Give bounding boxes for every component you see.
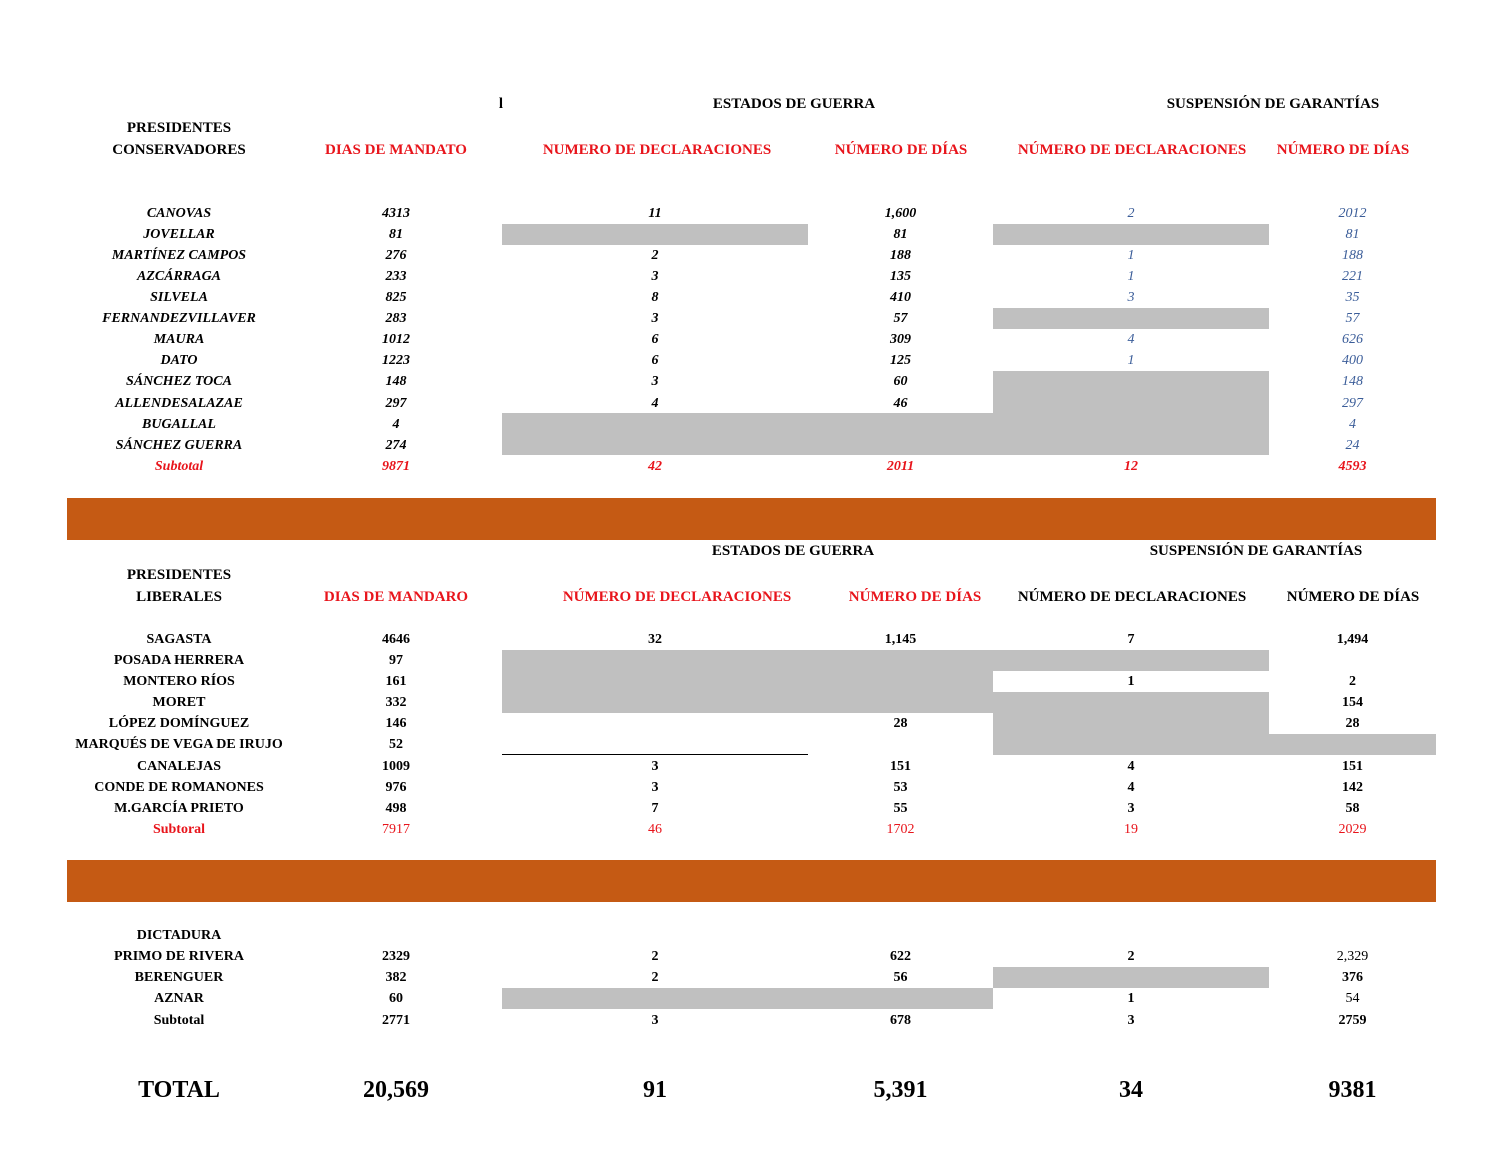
- guerra-declaraciones: 32: [648, 632, 662, 647]
- table-row: [0, 245, 1503, 266]
- garantias-declaraciones: [993, 371, 1269, 392]
- estados-guerra-header: ESTADOS DE GUERRA: [712, 96, 876, 112]
- dias-mandato: 4: [392, 417, 400, 432]
- garantias-declaraciones: [993, 393, 1269, 414]
- guerra-dias: [808, 414, 993, 435]
- col-guerra-dias: NÚMERO DE DÍAS: [848, 589, 982, 605]
- table-row: [0, 350, 1503, 371]
- garantias-dias: 151: [1342, 759, 1363, 774]
- garantias-dias: 626: [1342, 332, 1363, 347]
- garantias-dias: 54: [1345, 991, 1360, 1006]
- president-name: JOVELLAR: [143, 227, 215, 242]
- dias-mandato: 233: [385, 269, 407, 284]
- guerra-dias: 2011: [886, 459, 915, 474]
- guerra-dias: 55: [893, 801, 908, 816]
- garantias-declaraciones: 4: [1127, 759, 1135, 774]
- table-row: [0, 266, 1503, 287]
- garantias-declaraciones: 19: [1124, 822, 1138, 837]
- guerra-declaraciones: 2: [651, 949, 659, 964]
- garantias-declaraciones: 3: [1127, 1013, 1135, 1028]
- dias-mandato: 1012: [382, 332, 410, 347]
- garantias-dias: 28: [1345, 716, 1360, 731]
- guerra-declaraciones: 8: [651, 290, 659, 305]
- total-dias-mandato: 20,569: [363, 1077, 429, 1103]
- guerra-declaraciones: [502, 414, 808, 435]
- col-guerra-declaraciones: NUMERO DE DECLARACIONES: [542, 142, 772, 158]
- dias-mandato: 1009: [382, 759, 410, 774]
- president-name: DATO: [160, 353, 198, 368]
- guerra-declaraciones: 46: [648, 822, 662, 837]
- conservadores-label: CONSERVADORES: [112, 142, 246, 158]
- garantias-dias: 376: [1342, 970, 1363, 985]
- table-row: [0, 203, 1503, 224]
- table-row: [0, 988, 1503, 1009]
- garantias-dias: 221: [1342, 269, 1363, 284]
- garantias-dias: 2029: [1338, 822, 1367, 837]
- garantias-dias: 4: [1349, 417, 1356, 432]
- guerra-dias: [808, 671, 993, 692]
- garantias-dias: [1269, 650, 1436, 671]
- dias-mandato: 4313: [382, 206, 410, 221]
- president-name: MORET: [152, 695, 206, 710]
- guerra-dias: 1,600: [884, 206, 917, 221]
- guerra-declaraciones: 3: [651, 780, 659, 795]
- garantias-dias: 188: [1342, 248, 1363, 263]
- guerra-declaraciones: 3: [651, 374, 659, 389]
- garantias-dias: 1,494: [1336, 632, 1369, 647]
- dias-mandato: 81: [389, 227, 403, 242]
- dias-mandato: 274: [385, 438, 407, 453]
- table-row: [0, 713, 1503, 734]
- garantias-declaraciones: 3: [1127, 801, 1135, 816]
- col-garantias-dias: NÚMERO DE DÍAS: [1276, 142, 1410, 158]
- table-row: [0, 371, 1503, 392]
- table-row: [0, 287, 1503, 308]
- guerra-declaraciones: 6: [651, 332, 659, 347]
- dias-mandato: 4646: [382, 632, 410, 647]
- garantias-declaraciones: 2: [1127, 206, 1135, 221]
- garantias-declaraciones: 4: [1127, 332, 1135, 347]
- guerra-declaraciones: [502, 692, 808, 713]
- table-row: [0, 329, 1503, 350]
- garantias-dias: 2,329: [1336, 949, 1369, 964]
- garantias-declaraciones: 3: [1127, 290, 1135, 305]
- guerra-declaraciones: 7: [651, 801, 659, 816]
- suspension-garantias-header: SUSPENSIÓN DE GARANTÍAS: [1149, 543, 1363, 559]
- guerra-dias: 309: [890, 332, 911, 347]
- president-name: MONTERO RÍOS: [123, 674, 235, 689]
- garantias-declaraciones: 7: [1127, 632, 1135, 647]
- section-divider-band: [67, 498, 1436, 540]
- guerra-dias: [808, 988, 993, 1009]
- dias-mandato: 283: [385, 311, 407, 326]
- dias-mandato: 60: [389, 991, 403, 1006]
- stray-mark: l: [498, 96, 504, 112]
- president-name: BUGALLAL: [142, 417, 216, 432]
- garantias-dias: 154: [1342, 695, 1363, 710]
- presidentes-label: PRESIDENTES: [126, 120, 232, 136]
- total-guerra-dias: 5,391: [873, 1077, 928, 1103]
- table-row: [0, 967, 1503, 988]
- garantias-dias: 4593: [1338, 459, 1367, 474]
- president-name: POSADA HERRERA: [113, 653, 245, 668]
- garantias-dias: 2012: [1338, 206, 1367, 221]
- col-garantias-declaraciones: NÚMERO DE DECLARACIONES: [1017, 589, 1247, 605]
- dias-mandato: 498: [385, 801, 407, 816]
- guerra-declaraciones: 42: [648, 459, 662, 474]
- president-name: M.GARCÍA PRIETO: [114, 801, 244, 816]
- guerra-declaraciones: 6: [651, 353, 659, 368]
- table-row: [0, 798, 1503, 819]
- table-row: [0, 414, 1503, 435]
- subtotal-label: Subtotal: [154, 459, 204, 474]
- table-row: [0, 393, 1503, 414]
- table-row: [0, 629, 1503, 650]
- dias-mandato: 7917: [382, 822, 410, 837]
- president-name: CANOVAS: [146, 206, 212, 221]
- table-row: [0, 777, 1503, 798]
- garantias-declaraciones: 1: [1127, 674, 1135, 689]
- guerra-declaraciones: 4: [651, 396, 659, 411]
- col-garantias-declaraciones: NÚMERO DE DECLARACIONES: [1017, 142, 1247, 158]
- president-name: FERNANDEZVILLAVER: [102, 311, 256, 326]
- dias-mandato: 146: [385, 716, 407, 731]
- subtotal-label: Subtotal: [153, 1013, 205, 1028]
- dias-mandato: 52: [389, 737, 403, 752]
- guerra-dias: 56: [893, 970, 908, 985]
- president-name: AZCÁRRAGA: [136, 269, 222, 284]
- subtotal-row: [0, 819, 1503, 840]
- garantias-dias: 81: [1345, 227, 1360, 242]
- garantias-declaraciones: 1: [1127, 991, 1135, 1006]
- guerra-dias: [808, 435, 993, 456]
- subtotal-row: [0, 456, 1503, 477]
- total-garantias-dias: 9381: [1328, 1077, 1377, 1103]
- guerra-dias: 46: [893, 396, 908, 411]
- col-dias-mandato: DIAS DE MANDATO: [325, 142, 467, 158]
- dias-mandato: 1223: [382, 353, 410, 368]
- garantias-dias: 35: [1345, 290, 1360, 305]
- garantias-dias: 2759: [1338, 1013, 1367, 1028]
- section-label-row: [0, 925, 1503, 946]
- section-divider-band: [67, 860, 1436, 902]
- guerra-dias: 1702: [886, 822, 915, 837]
- table-row: [0, 734, 1503, 755]
- dias-mandato: 825: [385, 290, 407, 305]
- liberales-label: LIBERALES: [136, 589, 222, 605]
- garantias-declaraciones: [993, 734, 1269, 755]
- president-name: ALLENDESALAZAE: [115, 396, 243, 411]
- garantias-dias: 57: [1345, 311, 1360, 326]
- garantias-declaraciones: [993, 435, 1269, 456]
- dias-mandato: 332: [385, 695, 407, 710]
- guerra-dias: 28: [893, 716, 908, 731]
- total-label: TOTAL: [138, 1077, 220, 1103]
- total-garantias-declaraciones: 34: [1119, 1077, 1143, 1103]
- guerra-declaraciones: 11: [648, 206, 662, 221]
- guerra-dias: [808, 650, 993, 671]
- dias-mandato: 161: [385, 674, 407, 689]
- president-name: LÓPEZ DOMÍNGUEZ: [108, 716, 250, 731]
- table-row: [0, 671, 1503, 692]
- guerra-declaraciones: [502, 988, 808, 1009]
- dias-mandato: 2329: [382, 949, 410, 964]
- garantias-declaraciones: 4: [1127, 780, 1135, 795]
- president-name: BERENGUER: [134, 970, 224, 985]
- guerra-declaraciones: 2: [651, 970, 659, 985]
- garantias-declaraciones: [993, 692, 1269, 713]
- total-guerra-declaraciones: 91: [643, 1077, 667, 1103]
- subtotal-row: [0, 1010, 1503, 1031]
- table-row: [0, 946, 1503, 967]
- table-row: [0, 650, 1503, 671]
- dictadura-label: DICTADURA: [136, 928, 222, 943]
- garantias-dias: 297: [1342, 396, 1363, 411]
- garantias-declaraciones: [993, 967, 1269, 988]
- guerra-declaraciones: [502, 435, 808, 456]
- president-name: MAURA: [153, 332, 205, 347]
- garantias-dias: 148: [1342, 374, 1363, 389]
- garantias-dias: 400: [1342, 353, 1363, 368]
- guerra-declaraciones: [502, 734, 808, 755]
- garantias-declaraciones: 1: [1127, 269, 1135, 284]
- guerra-dias: 151: [890, 759, 911, 774]
- garantias-declaraciones: 1: [1127, 248, 1135, 263]
- table-row: [0, 224, 1503, 245]
- garantias-declaraciones: [993, 224, 1269, 245]
- table-row: [0, 435, 1503, 456]
- president-name: MARTÍNEZ CAMPOS: [111, 248, 247, 263]
- guerra-declaraciones: [502, 650, 808, 671]
- garantias-declaraciones: [993, 308, 1269, 329]
- president-name: SÁNCHEZ TOCA: [126, 374, 232, 389]
- dias-mandato: 148: [385, 374, 407, 389]
- table-row: [0, 692, 1503, 713]
- dias-mandato: 276: [385, 248, 407, 263]
- table-row: [0, 308, 1503, 329]
- garantias-declaraciones: [993, 414, 1269, 435]
- col-guerra-declaraciones: NÚMERO DE DECLARACIONES: [562, 589, 792, 605]
- garantias-dias: 24: [1345, 438, 1360, 453]
- guerra-dias: 57: [893, 311, 908, 326]
- guerra-declaraciones: 3: [651, 759, 659, 774]
- garantias-dias: 142: [1342, 780, 1363, 795]
- guerra-dias: 410: [890, 290, 911, 305]
- garantias-declaraciones: [993, 650, 1269, 671]
- president-name: AZNAR: [154, 991, 204, 1006]
- president-name: SAGASTA: [146, 632, 212, 647]
- dias-mandato: 97: [389, 653, 403, 668]
- guerra-dias: 60: [893, 374, 908, 389]
- garantias-dias: 2: [1349, 674, 1356, 689]
- dias-mandato: 976: [385, 780, 407, 795]
- guerra-declaraciones: 3: [651, 269, 659, 284]
- president-name: CANALEJAS: [136, 759, 221, 774]
- presidentes-label: PRESIDENTES: [126, 567, 232, 583]
- guerra-dias: 53: [893, 780, 908, 795]
- col-guerra-dias: NÚMERO DE DÍAS: [834, 142, 968, 158]
- table-row: [0, 756, 1503, 777]
- guerra-dias: 125: [890, 353, 911, 368]
- subtotal-label: Subtoral: [152, 822, 206, 837]
- guerra-declaraciones: 3: [651, 1013, 659, 1028]
- garantias-dias: 58: [1345, 801, 1360, 816]
- garantias-declaraciones: 12: [1124, 459, 1138, 474]
- guerra-dias: 135: [890, 269, 911, 284]
- president-name: CONDE DE ROMANONES: [94, 780, 264, 795]
- guerra-dias: [808, 692, 993, 713]
- president-name: SILVELA: [150, 290, 208, 305]
- guerra-declaraciones: 2: [651, 248, 659, 263]
- guerra-dias: 81: [893, 227, 908, 242]
- garantias-declaraciones: [993, 713, 1269, 734]
- guerra-dias: 1,145: [884, 632, 917, 647]
- guerra-declaraciones: [502, 224, 808, 245]
- garantias-declaraciones: 2: [1127, 949, 1135, 964]
- guerra-declaraciones: 3: [651, 311, 659, 326]
- president-name: MARQUÉS DE VEGA DE IRUJO: [75, 737, 283, 752]
- president-name: SÁNCHEZ GUERRA: [115, 438, 243, 453]
- estados-guerra-header: ESTADOS DE GUERRA: [711, 543, 875, 559]
- guerra-dias: 188: [890, 248, 911, 263]
- dias-mandato: 9871: [382, 459, 410, 474]
- dias-mandato: 297: [385, 396, 407, 411]
- suspension-garantias-header: SUSPENSIÓN DE GARANTÍAS: [1166, 96, 1380, 112]
- dias-mandato: 382: [385, 970, 407, 985]
- col-dias-mandato: DIAS DE MANDARO: [323, 589, 469, 605]
- garantias-dias: [1269, 734, 1436, 755]
- guerra-dias: 678: [890, 1013, 911, 1028]
- guerra-dias: [808, 734, 993, 755]
- dias-mandato: 2771: [382, 1013, 410, 1028]
- guerra-declaraciones: [502, 671, 808, 692]
- col-garantias-dias: NÚMERO DE DÍAS: [1286, 589, 1420, 605]
- guerra-declaraciones: [502, 713, 808, 734]
- president-name: PRIMO DE RIVERA: [114, 949, 244, 964]
- guerra-dias: 622: [890, 949, 911, 964]
- garantias-declaraciones: 1: [1127, 353, 1135, 368]
